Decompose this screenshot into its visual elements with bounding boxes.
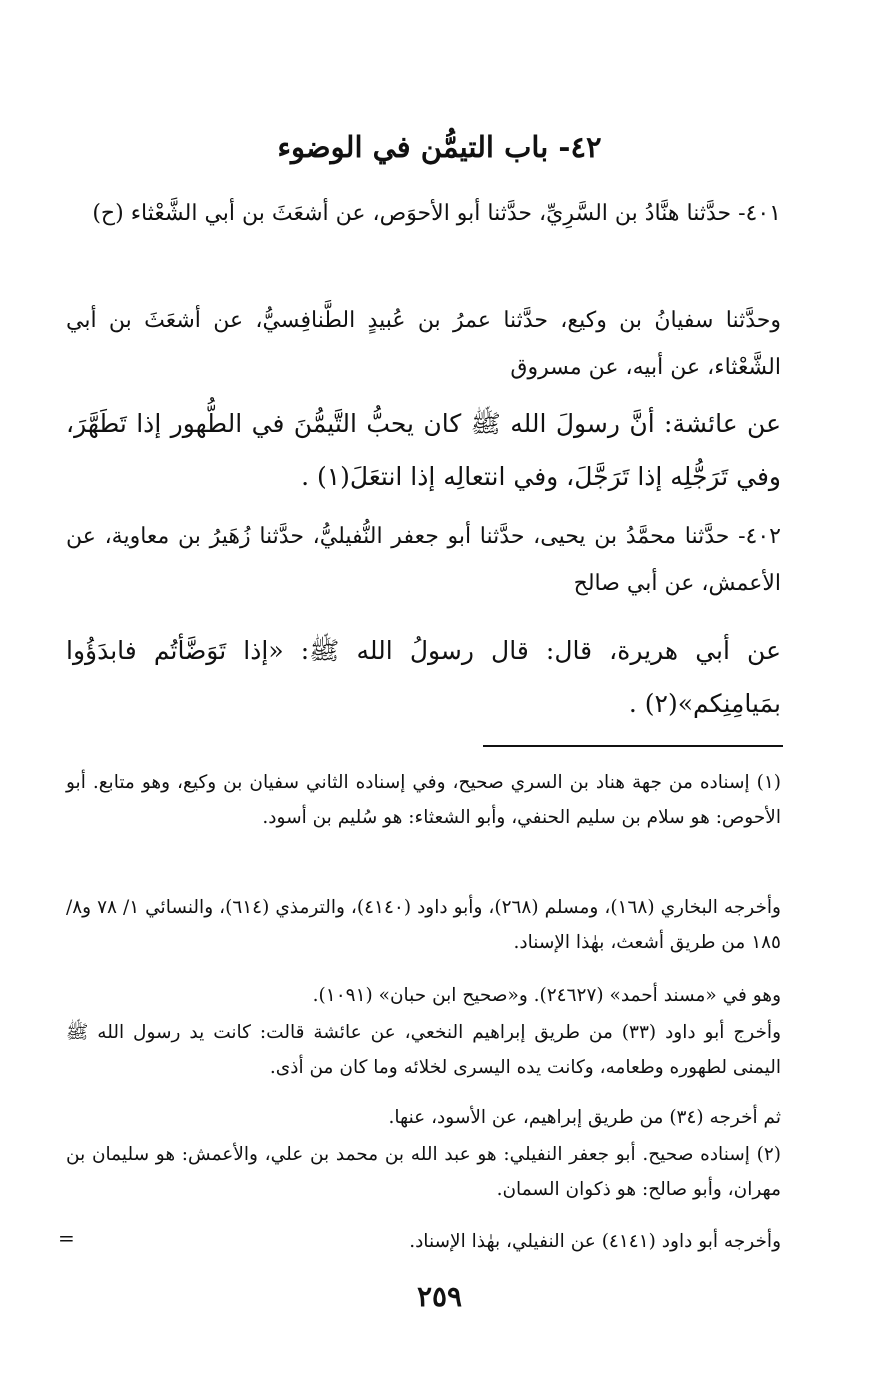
footnote-separator — [483, 745, 783, 747]
footnote-1-musnad: وهو في «مسند أحمد» (٢٤٦٢٧). و«صحيح ابن حبان» (١٠٩١). — [312, 985, 781, 1006]
hadith-401-isnad-2: وحدَّثنا سفيانُ بن وكيع، حدَّثنا عمرُ بن عُبيدٍ الطَّنافِسيُّ، عن أشعَثَ بن أبي الشَّعْثاء، عن أبيه، عن مسروق — [66, 308, 781, 380]
page-number: ٢٥٩ — [416, 1280, 463, 1313]
hadith-401-matn: عن عائشة: أنَّ رسولَ الله ﷺ كان يحبُّ التَّيمُّنَ في الطُّهور إذا تَطَهَّرَ، وفي تَرَجُّلِه إذا تَرَجَّلَ، وفي انتعالِه إذا انتعَلَ(١) . — [66, 409, 781, 491]
footnote-1-grading: (١) إسناده من جهة هناد بن السري صحيح، وفي إسناده الثاني سفيان بن وكيع، وهو متابع. أبو الأحوص: هو سلام بن سليم الحنفي، وأبو الشعثاء: هو سُليم بن أسود. — [66, 772, 781, 828]
footnote-2-grading: (٢) إسناده صحيح. أبو جعفر النفيلي: هو عبد الله بن محمد بن علي، والأعمش: هو سليمان بن مهران، وأبو صالح: هو ذكوان السمان. — [66, 1144, 781, 1200]
footnote-1-takhrij: وأخرجه البخاري (١٦٨)، ومسلم (٢٦٨)، وأبو داود (٤١٤٠)، والترمذي (٦١٤)، والنسائي ١/ ٧٨ و٨/ ١٨٥ من طريق أشعث، بهٰذا الإسناد. — [66, 897, 781, 953]
hadith-402-isnad: ٤٠٢- حدَّثنا محمَّدُ بن يحيى، حدَّثنا أبو جعفر النُّفيليُّ، حدَّثنا زُهَيرُ بن معاوية، عن الأعمش، عن أبي صالح — [66, 524, 781, 596]
chapter-title: ٤٢- باب التيمُّن في الوضوء — [277, 130, 602, 164]
hadith-401-isnad-1: ٤٠١- حدَّثنا هنَّادُ بن السَّرِيِّ، حدَّثنا أبو الأحوَص، عن أشعَثَ بن أبي الشَّعْثاء (ح) — [92, 201, 781, 226]
hadith-402-matn: عن أبي هريرة، قال: قال رسولُ الله ﷺ: «إذا تَوَضَّأتُم فابدَؤُوا بمَيامِنِكم»(٢) . — [66, 636, 781, 718]
footnote-2-takhrij: وأخرجه أبو داود (٤١٤١) عن النفيلي، بهٰذا الإسناد. — [409, 1231, 781, 1252]
footnote-1-abu-dawud: وأخرج أبو داود (٣٣) من طريق إبراهيم النخعي، عن عائشة قالت: كانت يد رسول الله ﷺ اليمنى لطهوره وطعامه، وكانت يده اليسرى لخلائه وما كان من أذى. — [66, 1022, 782, 1078]
footnote-1-second-route: ثم أخرجه (٣٤) من طريق إبراهيم، عن الأسود، عنها. — [388, 1107, 781, 1128]
continuation-mark: = — [58, 1226, 75, 1250]
